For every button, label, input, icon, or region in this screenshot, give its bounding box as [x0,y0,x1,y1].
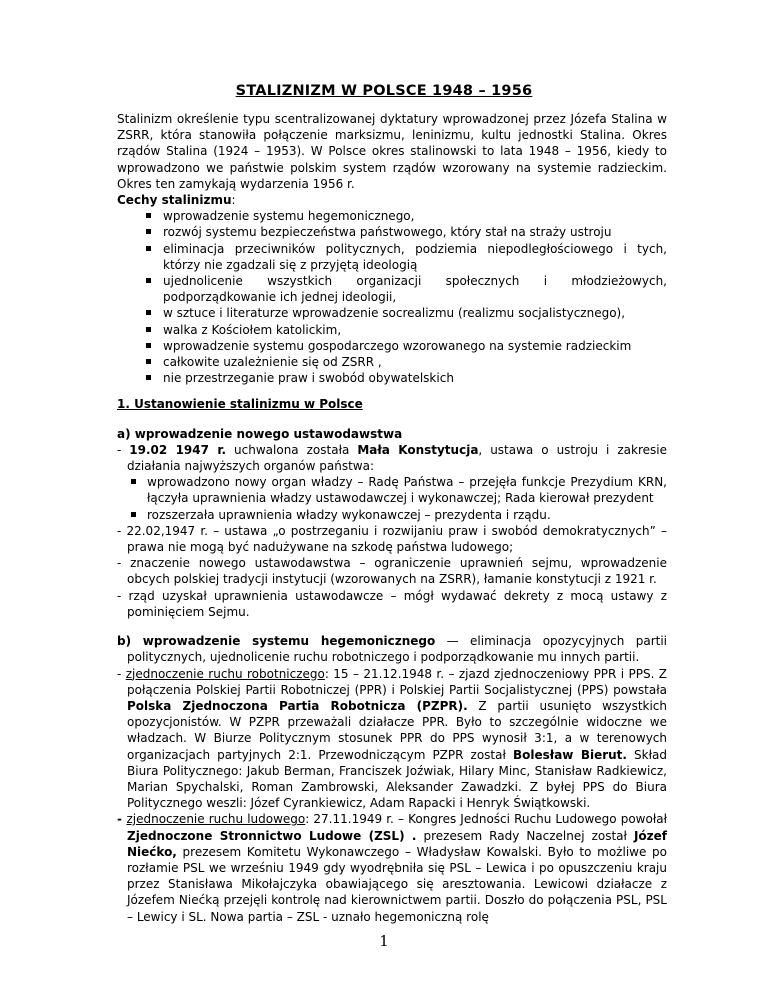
intro-paragraph: Stalinizm określenie typu scentralizowanej dyktatury wprowadzonej przez Józefa Stalina w ZSRR, która stanowiła połączenie marksizmu, leninizmu, kultu jednostki Stalina. Okres rządów Stalina (1924 – 1953). W Polsce okres stalinowski to lata 1948 – 1956, kiedy to wprowadzono we państwie polskim system rządów wzorowany na systemie radzieckim. Okres ten zamykają wydarzenia 1956 r. [117,112,667,191]
list-item: w sztuce i literaturze wprowadzenie socrealizmu (realizmu socjalistycznego), [117,305,667,321]
paragraph-b1: - zjednoczenie ruchu robotniczego: 15 – 21.12.1948 r. – zjazd zjednoczeniowy PPR i PPS. Z połączenia Polskiej Partii Robotniczej (PPR) i Polskiej Partii Socjalistycznej (PPS) powstała Polska Zjednoczona Partia Robotnicza (PZPR). Z partii usunięto wszystkich opozycjonistów. W PZPR przeważali działacze PPR. Było to szczególnie widoczne we władzach. W Biurze Politycznym stosunek PPR do PPS wynosił 3:1, a w terenowych organizacjach partyjnych 2:1. Przewodniczącym PZPR został Bolesław Bierut. Skład Biura Politycznego: Jakub Berman, Franciszek Joźwiak, Hilary Minc, Stanisław Radkiewicz, Marian Spychalski, Roman Zambrowski, Aleksander Zawadzki. Z byłej PPS do Biura Politycznego weszli: Józef Cyrankiewicz, Adam Rapacki i Henryk Świątkowski. [117,666,668,811]
list-item: ujednolicenie wszystkich organizacji społecznych i młodzieżowych, podporządkowanie ich jednej ideologii, [117,273,667,305]
list-item: całkowite uzależnienie się od ZSRR , [117,354,667,370]
list-item: rozwój systemu bezpieczeństwa państwowego, który stał na straży ustroju [117,224,667,240]
paragraph-a4: - rząd uzyskał uprawnienia ustawodawcze – mógł wydawać dekrety z mocą ustawy z pominięciem Sejmu. [117,588,667,619]
list-item: rozszerzała uprawnienia władzy wykonawczej – prezydenta i rządu. [117,507,667,523]
list-item: wprowadzono nowy organ władzy – Radę Państwa – przejęła funkcje Prezydium KRN, łączyła uprawnienia władzy ustawodawczej i wykonawczej; Rada kierował prezydent [117,474,667,506]
document-body [117,111,667,925]
list-item: walka z Kościołem katolickim, [117,322,667,338]
features-heading: Cechy stalinizmu: [117,193,236,208]
list-item: wprowadzenie systemu gospodarczego wzorowanego na systemie radzieckim [117,338,667,354]
paragraph-a1: - 19.02 1947 r. uchwalona została Mała Konstytucja, ustawa o ustroju i zakresie działania najwyższych organów państwa: [117,442,667,474]
subsection-b-heading: b) wprowadzenie systemu hegemonicznego — eliminacja opozycyjnych partii politycznych, ujednolicenie ruchu robotniczego i podporządkowanie mu innych partii. [117,634,668,665]
subsection-a-heading: a) wprowadzenie nowego ustawodawstwa [117,426,403,441]
list-item: eliminacja przeciwników politycznych, podziemia niepodległościowego i tych, którzy nie zgadzali się z przyjętą ideologią [117,241,667,273]
features-list [117,208,667,386]
paragraph-a3: - znaczenie nowego ustawodawstwa – ograniczenie uprawnień sejmu, wprowadzenie obcych polskiej tradycji instytucji (wzorowanych na ZSRR), łamanie konstytucji z 1921 r. [117,556,667,587]
subsection-a-list [117,474,667,523]
section-heading: 1. Ustanowienie stalinizmu w Polsce [117,397,363,412]
paragraph-b2: - zjednoczenie ruchu ludowego: 27.11.1949 r. – Kongres Jedności Ruchu Ludowego powołał Zjednoczone Stronnictwo Ludowe (ZSL) . prezesem Rady Naczelnej został Józef Niećko, prezesem Komitetu Wykonawczego – Władysław Kowalski. Było to możliwe po rozłamie PSL we wrześniu 1949 gdy wyodrębniła się PSL – Lewica i po opuszczeniu kraju przez Stanisława Mikołajczyka obawiającego się aresztowania. Lewicowi działacze z Józefem Niećką przejęli kontrolę nad kierownictwem partii. Doszło do połączenia PSL, PSL – Lewicy i SL. Nowa partia – ZSL - uznało hegemoniczną rolę [117,812,668,924]
list-item: wprowadzenie systemu hegemonicznego, [117,208,667,224]
page-title: STALIZNIZM W POLSCE 1948 – 1956 [235,83,533,99]
paragraph-a2: - 22.02,1947 r. – ustawa „o postrzeganiu i rozwijaniu praw i swobód demokratycznych” – prawa nie mogą być nadużywane na szkodę państwa ludowego; [117,523,667,555]
page-number: 1 [379,932,389,950]
list-item: nie przestrzeganie praw i swobód obywatelskich [117,370,667,386]
